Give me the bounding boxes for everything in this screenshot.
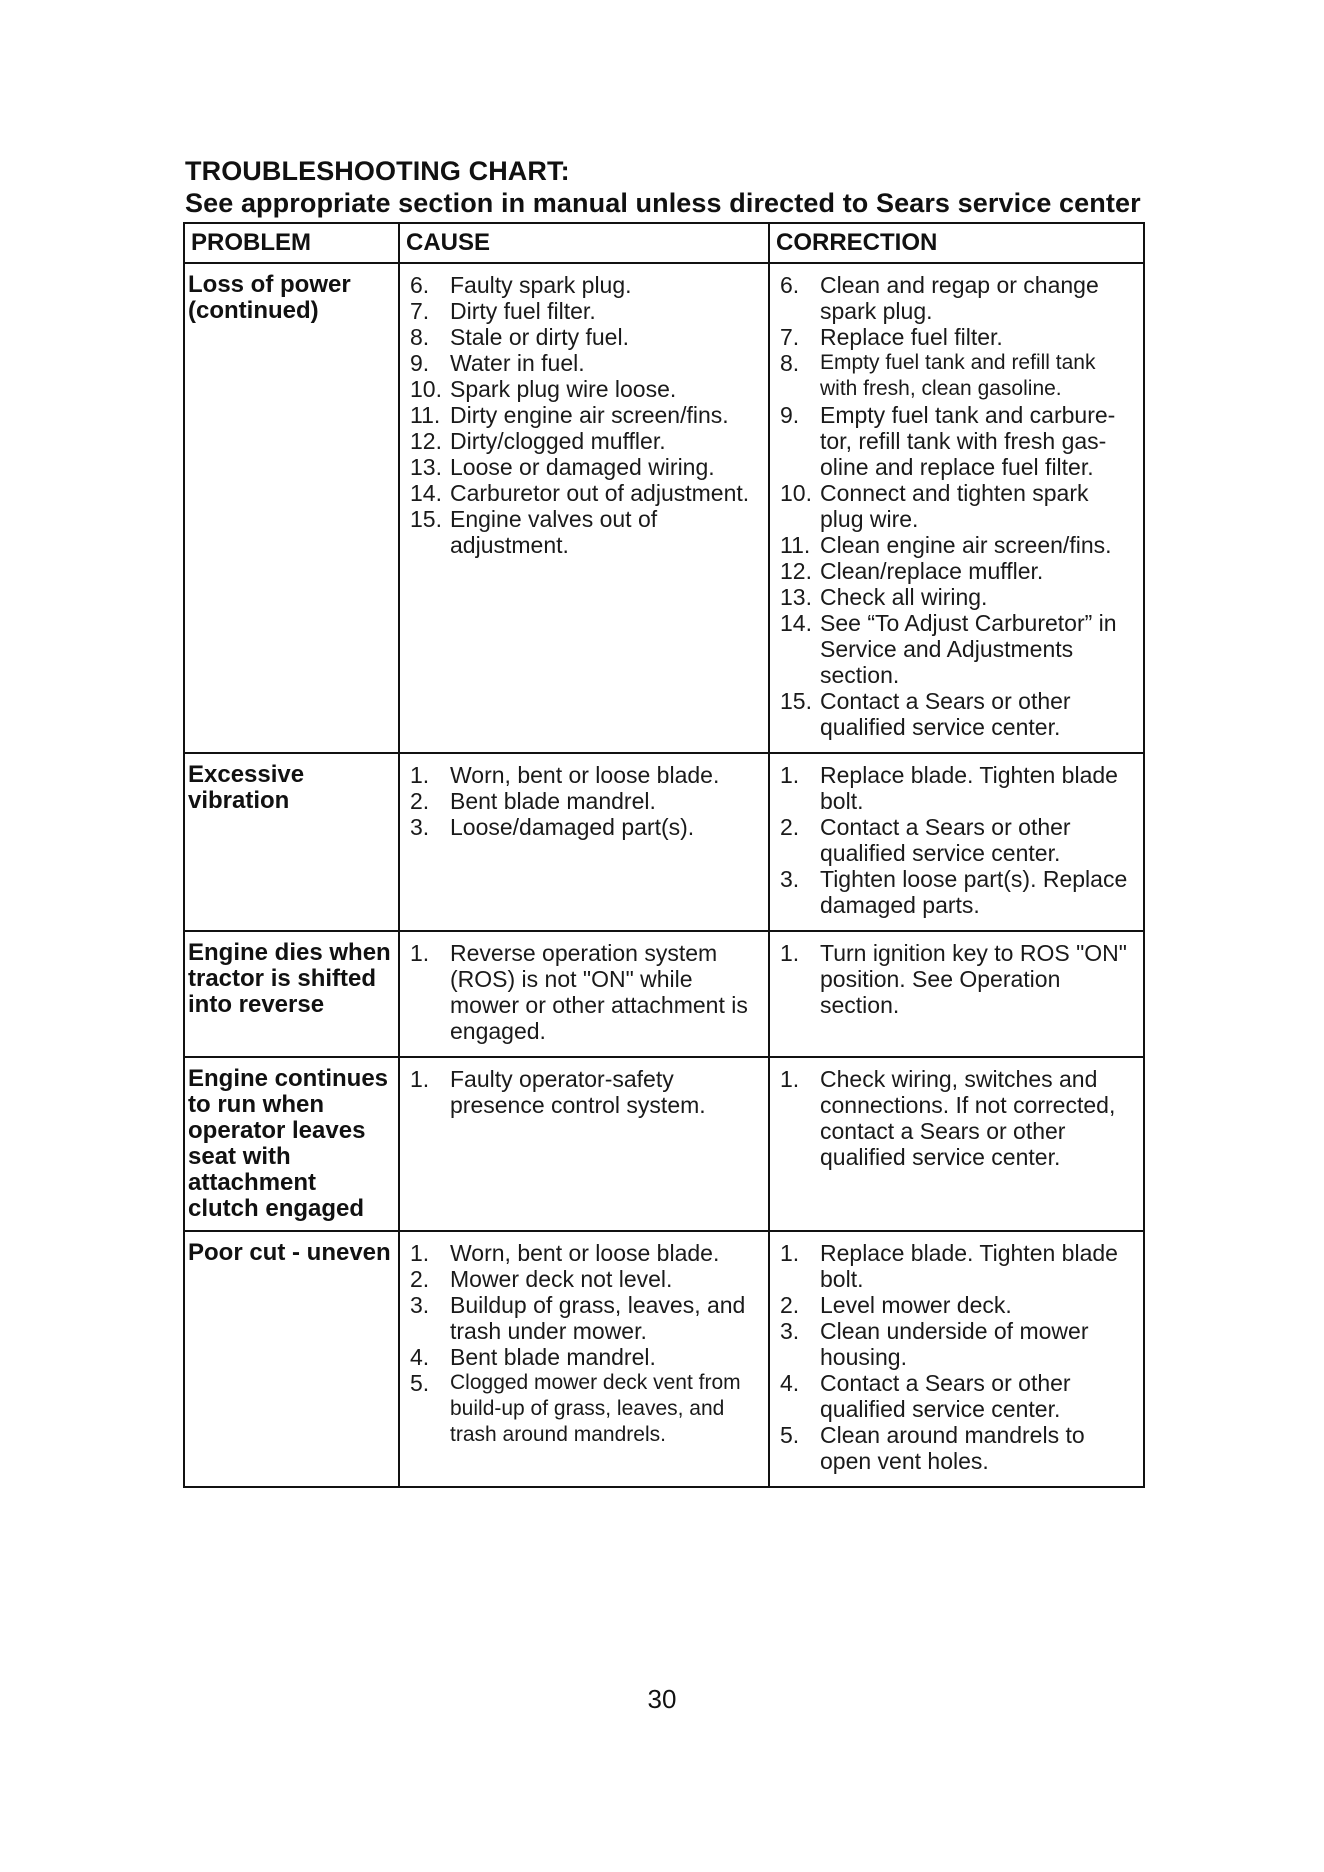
item-text: Water in fuel. xyxy=(450,350,585,376)
item-text: Clean and regap or change spark plug. xyxy=(820,272,1099,324)
correction-cell xyxy=(769,263,1144,753)
table-body xyxy=(184,263,1144,1487)
header-correction: CORRECTION xyxy=(769,223,1144,263)
table-row xyxy=(184,263,1144,753)
cause-item xyxy=(410,1266,760,1292)
cause-item xyxy=(410,272,760,298)
table-row xyxy=(184,1231,1144,1487)
item-number: 3. xyxy=(780,1318,800,1344)
correction-item xyxy=(780,1318,1135,1370)
item-text: Dirty fuel filter. xyxy=(450,298,596,324)
correction-item xyxy=(780,1240,1135,1292)
cause-item xyxy=(410,324,760,350)
item-text: Faulty operator-safety presence control system. xyxy=(450,1066,706,1118)
correction-item xyxy=(780,1370,1135,1422)
troubleshooting-table xyxy=(183,222,1145,1488)
cause-cell xyxy=(399,931,769,1057)
item-number: 14. xyxy=(410,480,442,506)
item-number: 1. xyxy=(780,1240,800,1266)
item-text: Worn, bent or loose blade. xyxy=(450,762,720,788)
header-cause: CAUSE xyxy=(399,223,769,263)
item-number: 9. xyxy=(780,402,800,428)
problem-label: Poor cut - uneven xyxy=(188,1239,391,1266)
correction-cell xyxy=(769,1231,1144,1487)
cause-item xyxy=(410,480,760,506)
item-number: 1. xyxy=(410,1066,430,1092)
item-number: 3. xyxy=(410,814,430,840)
item-text: Replace blade. Tighten blade bolt. xyxy=(820,1240,1118,1292)
item-number: 15. xyxy=(780,688,812,714)
chart-subtitle: See appropriate section in manual unless directed to Sears service center xyxy=(185,188,1141,218)
item-text: Dirty/clogged muffler. xyxy=(450,428,666,454)
item-number: 12. xyxy=(410,428,442,454)
problem-label: Engine dies when tractor is shifted into reverse xyxy=(188,939,391,1018)
item-number: 6. xyxy=(410,272,430,298)
item-number: 13. xyxy=(410,454,442,480)
correction-item xyxy=(780,1066,1135,1170)
item-number: 2. xyxy=(410,788,430,814)
item-number: 4. xyxy=(780,1370,800,1396)
problem-cell xyxy=(184,1231,399,1487)
correction-item xyxy=(780,272,1135,324)
item-number: 1. xyxy=(410,1240,430,1266)
correction-item xyxy=(780,688,1135,740)
item-text: Clean underside of mower housing. xyxy=(820,1318,1089,1370)
table-row xyxy=(184,931,1144,1057)
item-number: 1. xyxy=(410,940,430,966)
item-number: 10. xyxy=(410,376,442,402)
item-text: Stale or dirty fuel. xyxy=(450,324,629,350)
correction-cell xyxy=(769,931,1144,1057)
cause-item xyxy=(410,298,760,324)
item-text: Tighten loose part(s). Replace damaged parts. xyxy=(820,866,1128,918)
cause-item xyxy=(410,940,760,1044)
item-number: 14. xyxy=(780,610,812,636)
correction-item xyxy=(780,584,1135,610)
problem-cell xyxy=(184,1057,399,1231)
item-number: 6. xyxy=(780,272,800,298)
item-text: Turn ignition key to ROS "ON" position. See Operation section. xyxy=(820,940,1127,1018)
cause-cell xyxy=(399,1057,769,1231)
item-text: Clean around mandrels to open vent holes. xyxy=(820,1422,1085,1474)
item-text: Faulty spark plug. xyxy=(450,272,632,298)
cause-cell xyxy=(399,263,769,753)
item-number: 2. xyxy=(410,1266,430,1292)
item-text: Bent blade mandrel. xyxy=(450,788,656,814)
item-text: Buildup of grass, leaves, and trash under mower. xyxy=(450,1292,746,1344)
problem-cell xyxy=(184,753,399,931)
table-header-row xyxy=(184,223,1144,263)
correction-item xyxy=(780,402,1135,480)
item-text: Connect and tighten spark plug wire. xyxy=(820,480,1089,532)
problem-cell xyxy=(184,263,399,753)
cause-item xyxy=(410,814,760,840)
cause-item xyxy=(410,506,760,558)
item-text: Contact a Sears or other qualified service center. xyxy=(820,688,1071,740)
item-number: 3. xyxy=(780,866,800,892)
item-text: Loose/damaged part(s). xyxy=(450,814,695,840)
item-number: 2. xyxy=(780,814,800,840)
item-text: Bent blade mandrel. xyxy=(450,1344,656,1370)
item-text: Level mower deck. xyxy=(820,1292,1012,1318)
correction-item xyxy=(780,610,1135,688)
correction-item xyxy=(780,762,1135,814)
item-text: Clogged mower deck vent from build-up of grass, leaves, and trash around mandrels. xyxy=(450,1371,741,1446)
correction-cell xyxy=(769,753,1144,931)
cause-item xyxy=(410,1344,760,1370)
item-number: 10. xyxy=(780,480,812,506)
item-text: Engine valves out of adjustment. xyxy=(450,506,658,558)
item-text: Worn, bent or loose blade. xyxy=(450,1240,720,1266)
cause-item xyxy=(410,762,760,788)
cause-item xyxy=(410,350,760,376)
item-number: 5. xyxy=(410,1370,430,1396)
item-number: 9. xyxy=(410,350,430,376)
item-number: 3. xyxy=(410,1292,430,1318)
item-number: 4. xyxy=(410,1344,430,1370)
item-number: 5. xyxy=(780,1422,800,1448)
correction-item xyxy=(780,532,1135,558)
problem-cell xyxy=(184,931,399,1057)
problem-label: Loss of power (continued) xyxy=(188,271,351,324)
table-row xyxy=(184,753,1144,931)
cause-item xyxy=(410,376,760,402)
correction-item xyxy=(780,866,1135,918)
cause-item xyxy=(410,428,760,454)
cause-cell xyxy=(399,1231,769,1487)
item-text: Empty fuel tank and refill tank with fresh, clean gasoline. xyxy=(820,351,1096,400)
item-text: See “To Adjust Carburetor” in Service and Adjustments section. xyxy=(820,610,1117,688)
cause-cell xyxy=(399,753,769,931)
correction-item xyxy=(780,940,1135,1018)
item-number: 1. xyxy=(410,762,430,788)
item-number: 1. xyxy=(780,762,800,788)
item-text: Spark plug wire loose. xyxy=(450,376,677,402)
item-number: 1. xyxy=(780,940,800,966)
item-text: Empty fuel tank and carbure-tor, refill tank with fresh gas-oline and replace fuel filter. xyxy=(820,402,1116,480)
cause-item xyxy=(410,402,760,428)
table-row xyxy=(184,1057,1144,1231)
item-number: 12. xyxy=(780,558,812,584)
item-number: 7. xyxy=(410,298,430,324)
correction-item xyxy=(780,480,1135,532)
item-text: Carburetor out of adjustment. xyxy=(450,480,750,506)
problem-label: Excessive vibration xyxy=(188,761,305,814)
item-text: Check all wiring. xyxy=(820,584,988,610)
item-text: Replace fuel filter. xyxy=(820,324,1003,350)
correction-item xyxy=(780,814,1135,866)
item-number: 7. xyxy=(780,324,800,350)
cause-item xyxy=(410,1240,760,1266)
correction-item xyxy=(780,1422,1135,1474)
item-number: 8. xyxy=(410,324,430,350)
cause-item xyxy=(410,1066,760,1118)
page-number: 30 xyxy=(647,1684,677,1714)
cause-item xyxy=(410,1370,760,1448)
cause-item xyxy=(410,454,760,480)
item-text: Dirty engine air screen/fins. xyxy=(450,402,729,428)
correction-item xyxy=(780,324,1135,350)
cause-item xyxy=(410,1292,760,1344)
correction-item xyxy=(780,558,1135,584)
item-number: 2. xyxy=(780,1292,800,1318)
item-text: Reverse operation system (ROS) is not "ON" while mower or other attachment is engaged. xyxy=(450,940,748,1044)
item-text: Clean engine air screen/fins. xyxy=(820,532,1112,558)
item-text: Mower deck not level. xyxy=(450,1266,673,1292)
chart-title: TROUBLESHOOTING CHART: xyxy=(185,156,570,186)
correction-item xyxy=(780,1292,1135,1318)
correction-cell xyxy=(769,1057,1144,1231)
problem-label: Engine continues to run when operator leaves seat with attachment clutch engaged xyxy=(188,1065,389,1222)
item-text: Check wiring, switches and connections. If not corrected, contact a Sears or other qualified service center. xyxy=(820,1066,1116,1170)
item-text: Contact a Sears or other qualified service center. xyxy=(820,814,1071,866)
item-number: 8. xyxy=(780,350,800,376)
correction-item xyxy=(780,350,1135,402)
item-text: Replace blade. Tighten blade bolt. xyxy=(820,762,1118,814)
item-text: Contact a Sears or other qualified service center. xyxy=(820,1370,1071,1422)
cause-item xyxy=(410,788,760,814)
item-number: 11. xyxy=(410,402,441,428)
item-number: 1. xyxy=(780,1066,800,1092)
item-number: 11. xyxy=(780,532,811,558)
header-problem: PROBLEM xyxy=(184,223,399,263)
item-text: Loose or damaged wiring. xyxy=(450,454,715,480)
item-number: 13. xyxy=(780,584,812,610)
item-text: Clean/replace muffler. xyxy=(820,558,1044,584)
item-number: 15. xyxy=(410,506,442,532)
